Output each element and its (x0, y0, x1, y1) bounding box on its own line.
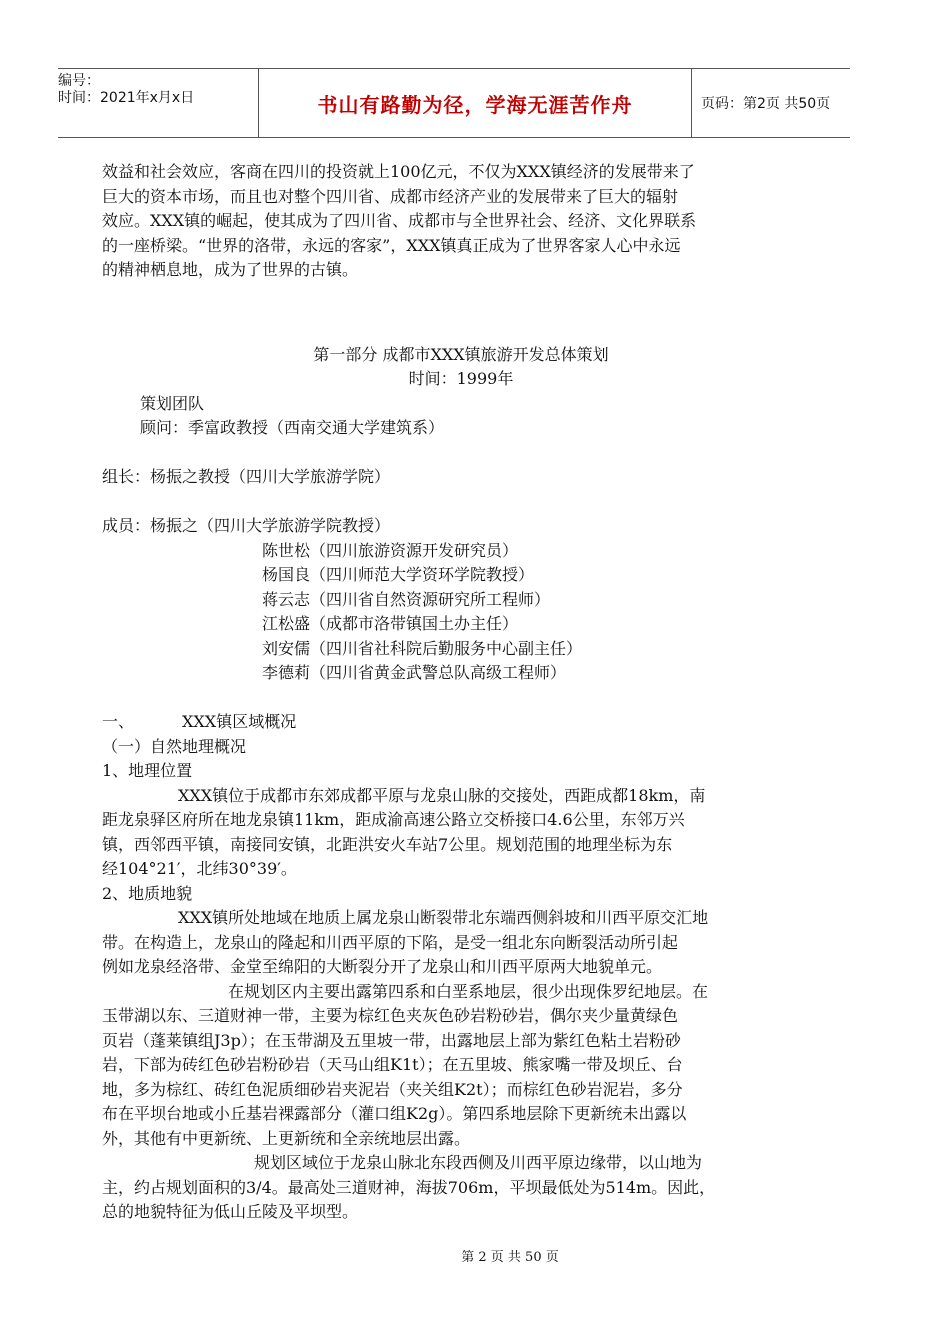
paragraph-line: 镇，西邻西平镇，南接同安镇，北距洪安火车站7公里。规划范围的地理坐标为东 (102, 834, 673, 854)
team-member: 陈世松（四川旅游资源开发研究员） (262, 540, 519, 560)
team-heading: 策划团队 (140, 393, 205, 413)
header-meta (58, 69, 258, 141)
subsection-heading: （一）自然地理概况 (102, 736, 247, 756)
document-body (102, 160, 820, 1225)
page-footer: 第 2 页 共 50 页 (461, 1250, 559, 1265)
paragraph-line: 岩，下部为砖红色砂岩粉砂岩（天马山组K1t）；在五里坡、熊家嘴一带及坝丘、台 (102, 1055, 683, 1074)
team-member: 蒋云志（四川省自然资源研究所工程师） (262, 589, 551, 609)
part-title: 第一部分 成都市XXX镇旅游开发总体策划 (313, 344, 609, 364)
team-leader: 组长：杨振之教授（四川大学旅游学院） (102, 467, 391, 486)
paragraph-line: 带。在构造上，龙泉山的隆起和川西平原的下陷，是受一组北东向断裂活动所引起 (102, 932, 679, 952)
paragraph-line: 总的地貌特征为低山丘陵及平坝型。 (102, 1202, 359, 1221)
intro-line: 效益和社会效应，客商在四川的投资就上100亿元，不仅为XXX镇经济的发展带来了 (102, 162, 695, 181)
team-advisor: 顾问：季富政教授（西南交通大学建筑系） (140, 418, 445, 437)
section-title: XXX镇区域概况 (182, 712, 297, 731)
part-time: 时间：1999年 (408, 369, 514, 388)
paragraph-line: XXX镇所处地域在地质上属龙泉山断裂带北东端西侧斜坡和川西平原交汇地 (178, 908, 709, 927)
paragraph-line: 布在平坝台地或小丘基岩裸露部分（灌口组K2g）。第四系地层除下更新统未出露以 (102, 1104, 687, 1123)
paragraph-line: 距龙泉驿区府所在地龙泉镇11km，距成渝高速公路立交桥接口4.6公里，东邻万兴 (102, 810, 685, 829)
intro-line: 效应。XXX镇的崛起，使其成为了四川省、成都市与全世界社会、经济、文化界联系 (102, 211, 697, 230)
header-motto: 书山有路勤为径，学海无涯苦作舟 (317, 92, 633, 117)
header-motto-cell (258, 69, 692, 137)
paragraph-line: XXX镇位于成都市东郊成都平原与龙泉山脉的交接处，西距成都18km，南 (178, 785, 706, 805)
document-time-label: 时间：2021年x月x日 (58, 90, 195, 106)
team-member: 刘安儒（四川省社科院后勤服务中心副主任） (262, 638, 583, 658)
team-member: 李德莉（四川省黄金武警总队高级工程师） (262, 663, 567, 682)
paragraph-line: 地，多为棕红、砖红色泥质细砂岩夹泥岩（夹关组K2t）；而棕红色砂岩泥岩，多分 (102, 1079, 683, 1099)
item-heading: 1、地理位置 (102, 761, 193, 780)
paragraph-line: 在规划区内主要出露第四系和白垩系地层，很少出现侏罗纪地层。在 (228, 981, 709, 1001)
team-member: 江松盛（成都市洛带镇国土办主任） (262, 614, 519, 633)
item-heading: 2、地质地貌 (102, 883, 193, 903)
intro-line: 巨大的资本市场，而且也对整个四川省、成都市经济产业的发展带来了巨大的辐射 (102, 186, 679, 206)
paragraph-line: 经104°21′，北纬30°39′。 (102, 859, 297, 878)
intro-line: 的精神栖息地，成为了世界的古镇。 (102, 260, 359, 279)
paragraph-line: 规划区域位于龙泉山脉北东段西侧及川西平原边缘带，以山地为 (254, 1153, 703, 1172)
team-member: 杨国良（四川师范大学资环学院教授） (262, 565, 535, 584)
team-members-first: 成员：杨振之（四川大学旅游学院教授） (102, 516, 391, 535)
paragraph-line: 例如龙泉经洛带、金堂至绵阳的大断裂分开了龙泉山和川西平原两大地貌单元。 (102, 957, 663, 976)
section-heading (102, 710, 820, 735)
section-number: 一、 (102, 712, 135, 731)
header-page-number: 页码：第2页 共50页 (701, 96, 831, 112)
page-header (58, 68, 850, 138)
intro-line: 的一座桥梁。“世界的洛带，永远的客家”，XXX镇真正成为了世界客家人心中永远 (102, 235, 681, 255)
document-number-label: 编号： (58, 73, 100, 89)
paragraph-line: 主，约占规划面积的3/4。最高处三道财神，海拔706m，平坝最低处为514m。因此， (102, 1177, 716, 1197)
paragraph-line: 玉带湖以东、三道财神一带，主要为棕红色夹灰色砂岩粉砂岩，偶尔夹少量黄绿色 (102, 1006, 679, 1025)
paragraph-line: 页岩（蓬莱镇组J3p）；在玉带湖及五里坡一带，出露地层上部为紫红色粘土岩粉砂 (102, 1030, 681, 1050)
paragraph-line: 外，其他有中更新统、上更新统和全亲统地层出露。 (102, 1128, 471, 1148)
